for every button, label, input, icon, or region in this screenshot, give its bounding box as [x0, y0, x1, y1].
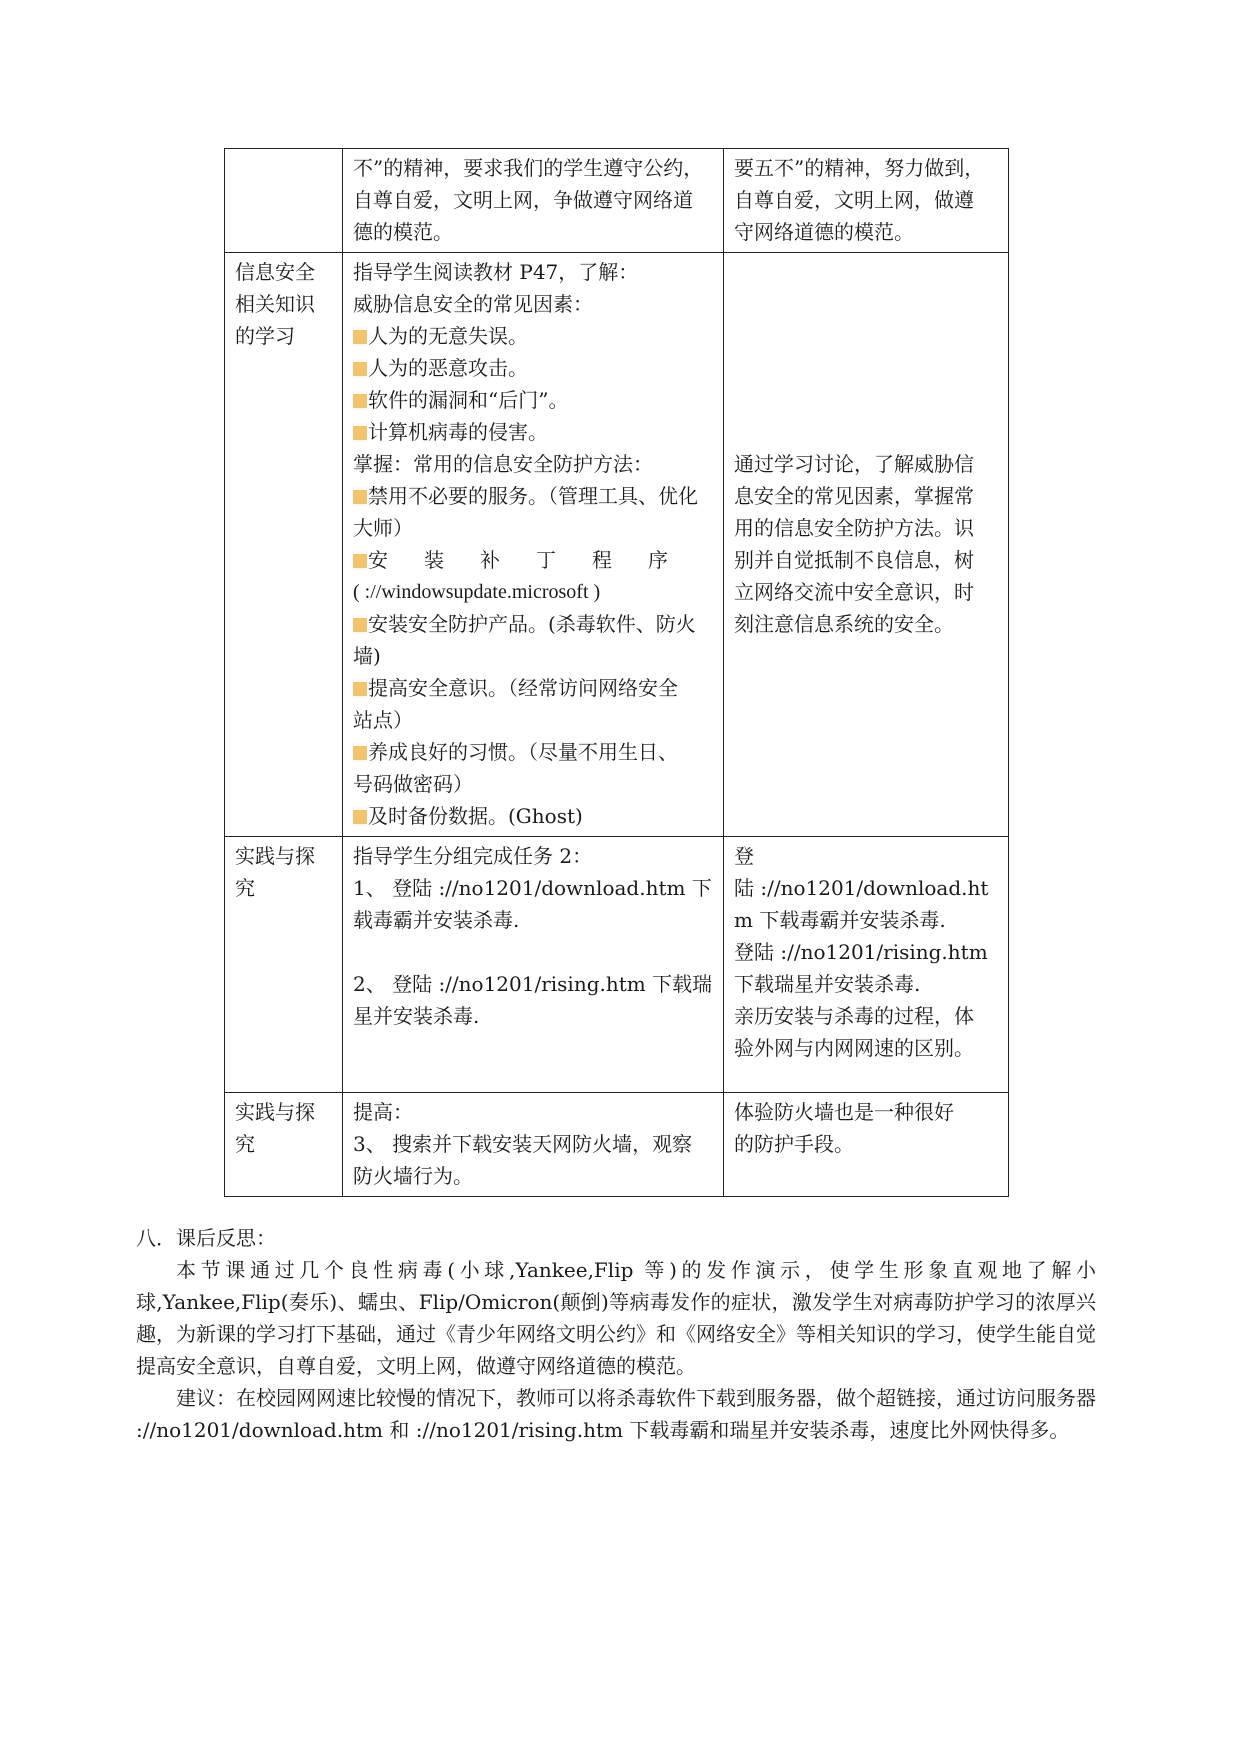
- cell-line: 登: [734, 844, 754, 868]
- cell-line: [353, 384, 713, 416]
- section-heading: 八．课后反思：: [136, 1226, 276, 1250]
- bullet-text: 禁用不必要的服务。（管理工具、优化: [368, 484, 698, 508]
- spaced-text: 安装补丁程序: [368, 548, 704, 572]
- cell-line: 的防护手段。: [734, 1132, 854, 1156]
- cell-line: ( ://windowsupdate.microsoft ): [353, 581, 601, 603]
- cell-line: 相关知识: [235, 292, 315, 316]
- cell-line: 德的模范。: [353, 220, 453, 244]
- student-activity-cell: [724, 1093, 1009, 1197]
- cell-line: [353, 736, 713, 768]
- cell-line: 守网络道德的模范。: [734, 220, 914, 244]
- cell-line: 究: [235, 876, 255, 900]
- cell-line: [353, 480, 713, 512]
- student-activity-cell: [724, 253, 1009, 837]
- section-title-cell: [225, 1093, 343, 1197]
- cell-line: 指导学生阅读教材 P47，了解：: [353, 260, 639, 284]
- square-bullet-icon: [353, 554, 367, 568]
- suggestion-paragraph: 建议：在校园网网速比较慢的情况下，教师可以将杀毒软件下载到服务器，做个超链接，通过访问服务器 ://no1201/download.htm 和 ://no1201/rising.htm 下载毒霸和瑞星并安装杀毒，速度比外网快得多。: [136, 1386, 1096, 1442]
- cell-line: 星并安装杀毒.: [353, 1004, 480, 1028]
- cell-line: [353, 800, 713, 832]
- cell-line: 亲历安装与杀毒的过程，体: [734, 1004, 974, 1028]
- bullet-text: 计算机病毒的侵害。: [368, 420, 548, 444]
- bullet-text: 人为的无意失误。: [368, 324, 528, 348]
- cell-line: 刻注意信息系统的安全。: [734, 612, 954, 636]
- cell-line: [353, 352, 713, 384]
- square-bullet-icon: [353, 682, 367, 696]
- cell-line: 体验防火墙也是一种很好: [734, 1100, 954, 1124]
- square-bullet-icon: [353, 746, 367, 760]
- cell-line: 号码做密码）: [353, 772, 473, 796]
- cell-line: 2、 登陆 ://no1201/rising.htm 下载瑞: [353, 972, 713, 996]
- square-bullet-icon: [353, 810, 367, 824]
- cell-line: 不”的精神，要求我们的学生遵守公约，: [353, 156, 704, 180]
- cell-line: 陆 ://no1201/download.ht: [734, 876, 989, 900]
- cell-line: [353, 416, 713, 448]
- cell-line: 用的信息安全防护方法。识: [734, 516, 974, 540]
- bullet-text: 提高安全意识。（经常访问网络安全: [368, 676, 678, 700]
- table-row: [225, 1093, 1009, 1197]
- lesson-table: [224, 148, 1009, 1197]
- cell-line: 威胁信息安全的常见因素：: [353, 292, 593, 316]
- bullet-text: 养成良好的习惯。（尽量不用生日、: [368, 740, 678, 764]
- cell-line: 立网络交流中安全意识，时: [734, 580, 974, 604]
- section-title-cell: [225, 253, 343, 837]
- cell-line: 1、 登陆 ://no1201/download.htm 下: [353, 876, 712, 900]
- cell-line: 自尊自爱，文明上网，做遵: [734, 188, 974, 212]
- cell-line: 墙): [353, 644, 381, 668]
- table-row: [225, 837, 1009, 1093]
- square-bullet-icon: [353, 362, 367, 376]
- cell-line: 提高：: [353, 1100, 413, 1124]
- cell-line: 息安全的常见因素，掌握常: [734, 484, 974, 508]
- cell-line: 实践与探: [235, 1100, 315, 1124]
- reflection-paragraph: 本节课通过几个良性病毒(小球,Yankee,Flip 等)的发作演示，使学生形象直观地了解小球,Yankee,Flip(奏乐)、蠕虫、Flip/Omicron(颠倒)等病毒发作的症状，激发学生对病毒防护学习的浓厚兴趣，为新课的学习打下基础，通过《青少年网络文明公约》和《网络安全》等相关知识的学习，使学生能自觉提高安全意识，自尊自爱，文明上网，做遵守网络道德的模范。: [136, 1258, 1096, 1378]
- cell-line: 防火墙行为。: [353, 1164, 473, 1188]
- cell-line: 大师）: [353, 516, 413, 540]
- section-title-cell: [225, 149, 343, 253]
- cell-line: [353, 544, 713, 576]
- cell-line: 实践与探: [235, 844, 315, 868]
- cell-line: 3、 搜索并下载安装天网防火墙，观察: [353, 1132, 693, 1156]
- bullet-text: 人为的恶意攻击。: [368, 356, 528, 380]
- cell-line: 究: [235, 1132, 255, 1156]
- square-bullet-icon: [353, 394, 367, 408]
- cell-line: m 下载毒霸并安装杀毒.: [734, 908, 946, 932]
- table-row: [225, 149, 1009, 253]
- cell-line: [353, 320, 713, 352]
- cell-line: 指导学生分组完成任务 2：: [353, 844, 593, 868]
- cell-line: 通过学习讨论，了解威胁信: [734, 452, 974, 476]
- cell-line: 信息安全: [235, 260, 315, 284]
- teacher-activity-cell: [343, 149, 724, 253]
- reflection-section: [136, 1222, 1096, 1446]
- cell-line: 自尊自爱，文明上网，争做遵守网络道: [353, 188, 693, 212]
- cell-line: 站点）: [353, 708, 413, 732]
- section-title-cell: [225, 837, 343, 1093]
- bullet-text: 软件的漏洞和“后门”。: [368, 388, 569, 412]
- cell-line: 掌握：常用的信息安全防护方法：: [353, 452, 653, 476]
- teacher-activity-cell: [343, 253, 724, 837]
- teacher-activity-cell: [343, 1093, 724, 1197]
- cell-line: 验外网与内网网速的区别。: [734, 1036, 974, 1060]
- cell-line: [353, 936, 713, 968]
- student-activity-cell: [724, 837, 1009, 1093]
- bullet-text: 及时备份数据。(Ghost): [368, 804, 583, 828]
- teacher-activity-cell: [343, 837, 724, 1093]
- square-bullet-icon: [353, 618, 367, 632]
- table-row: [225, 253, 1009, 837]
- cell-line: 要五不”的精神，努力做到，: [734, 156, 985, 180]
- student-activity-cell: [724, 149, 1009, 253]
- cell-line: 下载瑞星并安装杀毒.: [734, 972, 921, 996]
- cell-line: 的学习: [235, 324, 295, 348]
- cell-line: 别并自觉抵制不良信息，树: [734, 548, 974, 572]
- square-bullet-icon: [353, 330, 367, 344]
- cell-line: [353, 672, 713, 704]
- bullet-text: 安装安全防护产品。(杀毒软件、防火: [368, 612, 696, 636]
- square-bullet-icon: [353, 426, 367, 440]
- cell-line: [353, 608, 713, 640]
- square-bullet-icon: [353, 490, 367, 504]
- cell-line: 登陆 ://no1201/rising.htm: [734, 940, 988, 964]
- cell-line: 载毒霸并安装杀毒.: [353, 908, 520, 932]
